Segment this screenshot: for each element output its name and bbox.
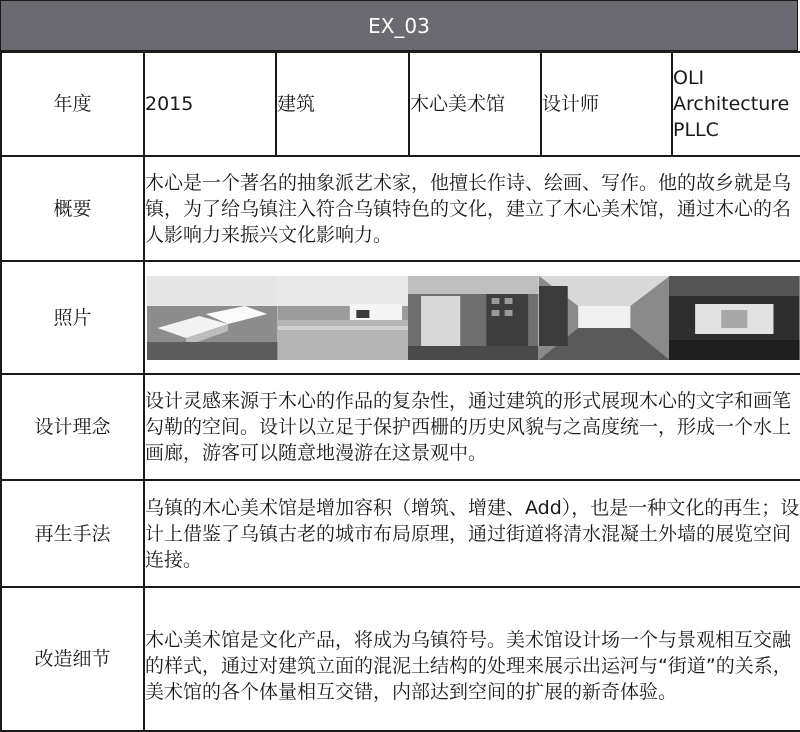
year-row	[1, 52, 800, 156]
detail-text: 木心美术馆是文化产品，将成为乌镇符号。美术馆设计场一个与景观相互交融的样式，通过对建筑立面的混泥土结构的处理来展示出运河与“街道”的关系，美术馆的各个体量相互交错，内部达到空间的扩展的新奇体验。	[144, 587, 800, 731]
museum-aerial-photo	[147, 276, 278, 360]
concept-text: 设计灵感来源于木心的作品的复杂性，通过建筑的形式展现木心的文字和画笔勾勒的空间。设计以立足于保护西栅的历史风貌与之高度统一，形成一个水上画廊，游客可以随意地漫游在这景观中。	[144, 374, 800, 480]
summary-row	[1, 156, 800, 261]
photo-cell	[144, 261, 800, 374]
photo-strip	[147, 276, 800, 360]
designer-line: OLI	[673, 67, 705, 89]
category-value: 建筑	[276, 52, 409, 156]
summary-text: 木心是一个著名的抽象派艺术家，他擅长作诗、绘画、写作。他的故乡就是乌镇，为了给乌镇注入符合乌镇特色的文化，建立了木心美术馆，通过木心的名人影响力来振兴文化影响力。	[144, 156, 800, 261]
method-label: 再生手法	[1, 480, 144, 587]
photo-label: 照片	[1, 261, 144, 374]
method-row	[1, 480, 800, 587]
designer-line: PLLC	[673, 119, 719, 141]
project-name: 木心美术馆	[409, 52, 541, 156]
waterfront-exterior-photo	[278, 276, 409, 360]
corridor-interior-photo	[539, 276, 670, 360]
summary-label: 概要	[1, 156, 144, 261]
photo-row	[1, 261, 800, 374]
designer-label: 设计师	[541, 52, 672, 156]
method-text: 乌镇的木心美术馆是增加容积（增筑、增建、Add），也是一种文化的再生；设计上借鉴了乌镇古老的城市布局原理，通过街道将清水混凝土外墙的展览空间连接。	[144, 480, 800, 587]
project-table	[0, 51, 800, 732]
sheet-title: EX_03	[0, 0, 798, 51]
designer-line: Architecture	[673, 93, 790, 115]
concept-label: 设计理念	[1, 374, 144, 480]
designer-name	[672, 52, 800, 156]
year-value: 2015	[144, 52, 276, 156]
year-label: 年度	[1, 52, 144, 156]
exhibition-hall-photo	[669, 276, 800, 360]
detail-row	[1, 587, 800, 731]
gallery-interior-photo	[408, 276, 539, 360]
concept-row	[1, 374, 800, 480]
detail-label: 改造细节	[1, 587, 144, 731]
